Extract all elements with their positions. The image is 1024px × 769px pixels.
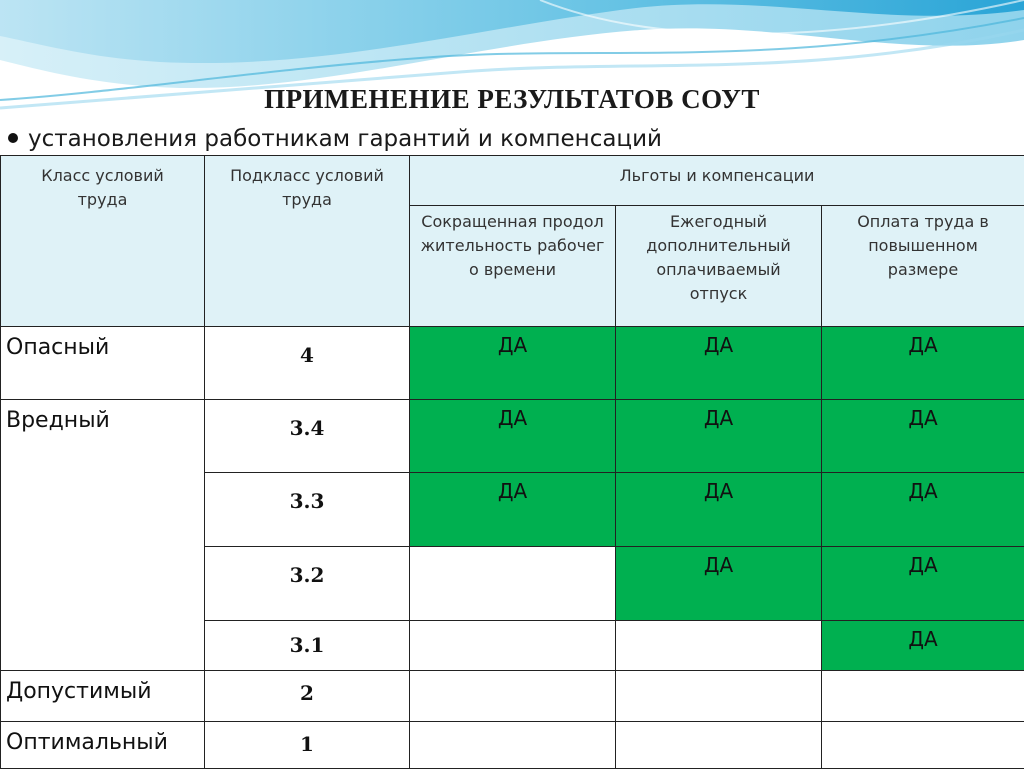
benefit-cell-empty — [410, 722, 616, 769]
subclass-cell: 3.2 — [205, 547, 410, 621]
class-cell: Оптимальный — [1, 722, 205, 769]
header-subclass-label: Подкласс условий труда — [222, 164, 392, 212]
benefit-cell: ДА — [822, 327, 1024, 400]
page-title: ПРИМЕНЕНИЕ РЕЗУЛЬТАТОВ СОУТ — [0, 84, 1024, 115]
benefit-cell: ДА — [822, 473, 1024, 547]
bullet-item — [8, 126, 662, 152]
benefit-cell-empty — [822, 722, 1024, 769]
benefit-cell: ДА — [616, 400, 822, 473]
benefit-cell: ДА — [410, 327, 616, 400]
subheader-extra-leave — [616, 206, 822, 327]
header-benefits: Льготы и компенсации — [410, 156, 1024, 206]
table-row — [1, 400, 1024, 473]
subclass-cell: 4 — [205, 327, 410, 400]
benefit-cell: ДА — [822, 621, 1024, 671]
subclass-cell: 3.1 — [205, 621, 410, 671]
subheader-extra-leave-label: Ежегодный дополнительный оплачиваемый отпуск — [626, 210, 812, 306]
benefit-cell: ДА — [616, 473, 822, 547]
benefit-cell-empty — [410, 621, 616, 671]
benefit-cell-empty — [822, 671, 1024, 722]
benefit-cell: ДА — [616, 547, 822, 621]
benefit-cell-empty — [616, 621, 822, 671]
benefit-cell: ДА — [410, 473, 616, 547]
benefits-table — [0, 155, 1024, 769]
benefit-cell: ДА — [616, 327, 822, 400]
bullet-text: установления работникам гарантий и компенсаций — [28, 126, 662, 152]
table-row — [1, 327, 1024, 400]
benefit-cell-empty — [410, 547, 616, 621]
subheader-reduced-hours-label: Сокращенная продолжительность рабочего времени — [420, 210, 606, 282]
benefit-cell: ДА — [822, 400, 1024, 473]
benefit-cell-empty — [410, 671, 616, 722]
bullet-dot-icon — [8, 133, 18, 143]
header-class-label: Класс условий труда — [28, 164, 178, 212]
benefit-cell-empty — [616, 722, 822, 769]
subclass-cell: 1 — [205, 722, 410, 769]
table-row — [1, 671, 1024, 722]
subheader-higher-pay-label: Оплата труда в повышенном размере — [843, 210, 1003, 282]
subheader-reduced-hours — [410, 206, 616, 327]
class-cell: Опасный — [1, 327, 205, 400]
table-row — [1, 722, 1024, 769]
header-subclass — [205, 156, 410, 327]
subclass-cell: 2 — [205, 671, 410, 722]
subclass-cell: 3.3 — [205, 473, 410, 547]
header-class — [1, 156, 205, 327]
class-cell: Допустимый — [1, 671, 205, 722]
benefit-cell: ДА — [822, 547, 1024, 621]
benefit-cell-empty — [616, 671, 822, 722]
subclass-cell: 3.4 — [205, 400, 410, 473]
class-cell: Вредный — [1, 400, 205, 671]
benefit-cell: ДА — [410, 400, 616, 473]
subheader-higher-pay — [822, 206, 1024, 327]
